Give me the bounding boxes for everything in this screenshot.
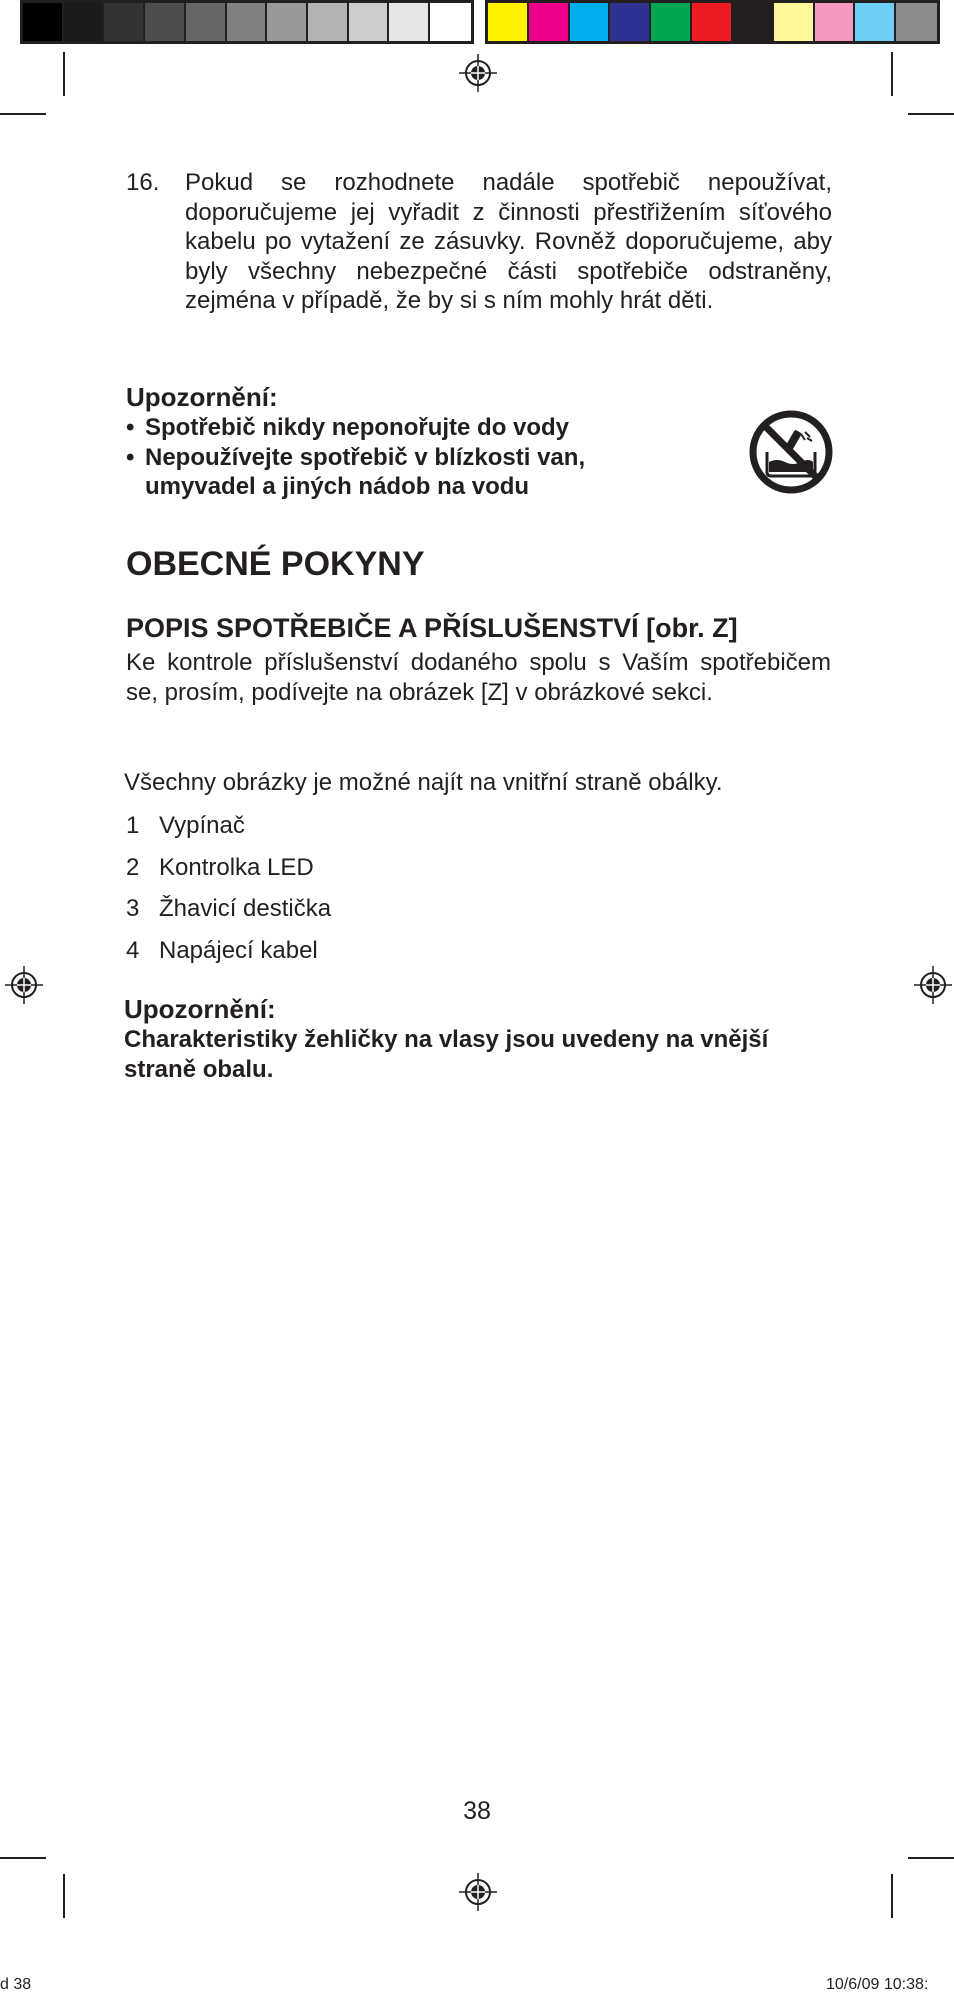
crop-mark [0,113,46,115]
color-swatch [186,3,227,41]
grayscale-color-bar [20,0,474,44]
color-swatch [855,3,896,41]
color-swatch [896,3,937,41]
crop-mark [891,52,893,96]
warning-title: Upozornění: [126,382,278,412]
process-color-bar [485,0,940,44]
list-item: 4 Napájecí kabel [126,936,318,964]
warning-bullet: • Spotřebič nikdy neponořujte do vody [126,414,570,441]
color-swatch [145,3,186,41]
color-swatch [651,3,692,41]
registration-mark-icon [914,966,952,1004]
crop-mark [63,52,65,96]
crop-mark [908,113,954,115]
color-swatch [23,3,64,41]
color-swatch [430,3,471,41]
color-swatch [733,3,774,41]
crop-mark [63,1874,65,1918]
color-swatch [570,3,611,41]
no-water-immersion-icon [749,410,833,494]
parts-list [126,812,331,978]
warning-bullet-list [126,413,686,502]
warning-bullet: • Nepoužívejte spotřebič v blízkosti van, umyvadel a jiných nádob na vodu [126,443,586,500]
color-swatch [267,3,308,41]
color-swatch [227,3,268,41]
subsection-note: Všechny obrázky je možné najít na vnitřní straně obálky. [124,769,723,796]
color-swatch [774,3,815,41]
crop-mark [0,1857,46,1859]
footer-slug-right: 10/6/09 10:38: [826,1976,929,1993]
registration-mark-icon [459,1873,497,1911]
warning-title: Upozornění: [124,994,276,1024]
subsection-title: POPIS SPOTŘEBIČE A PŘÍSLUŠENSTVÍ [obr. Z] [126,613,738,643]
color-swatch [104,3,145,41]
color-swatch [308,3,349,41]
footer-slug-left: d 38 [0,1976,32,1993]
crop-mark [891,1874,893,1918]
instruction-text: Pokud se rozhodnete nadále spotřebič nepoužívat, doporučujeme jej vyřadit z činnosti přestřižením síťového kabelu po vytažení ze zásuvky. Rovněž doporučujeme, aby byly všechny nebezpečné části spotřebiče odstraněny, zejména v případě, že by si s ním mohly hrát děti. [185,169,832,314]
color-swatch [692,3,733,41]
registration-mark-icon [5,966,43,1004]
list-item: 1 Vypínač [126,812,245,839]
registration-mark-icon [459,54,497,92]
color-swatch [349,3,390,41]
color-swatch [529,3,570,41]
warning-text: Charakteristiky žehličky na vlasy jsou uvedeny na vnější straně obalu. [124,1026,769,1083]
page-number: 38 [463,1797,491,1825]
list-item: 3 Žhavicí destička [126,895,332,922]
list-item: 2 Kontrolka LED [126,853,314,881]
instruction-item-16 [126,168,832,316]
color-swatch [64,3,105,41]
color-swatch [389,3,430,41]
instruction-number: 16. [126,169,160,196]
subsection-paragraph: Ke kontrole příslušenství dodaného spolu s Vaším spotřebičem se, prosím, podívejte na obrázek [Z] v obrázkové sekci. [126,649,831,706]
crop-mark [908,1857,954,1859]
color-swatch [815,3,856,41]
color-swatch [610,3,651,41]
section-title: OBECNÉ POKYNY [126,545,425,583]
color-swatch [488,3,529,41]
